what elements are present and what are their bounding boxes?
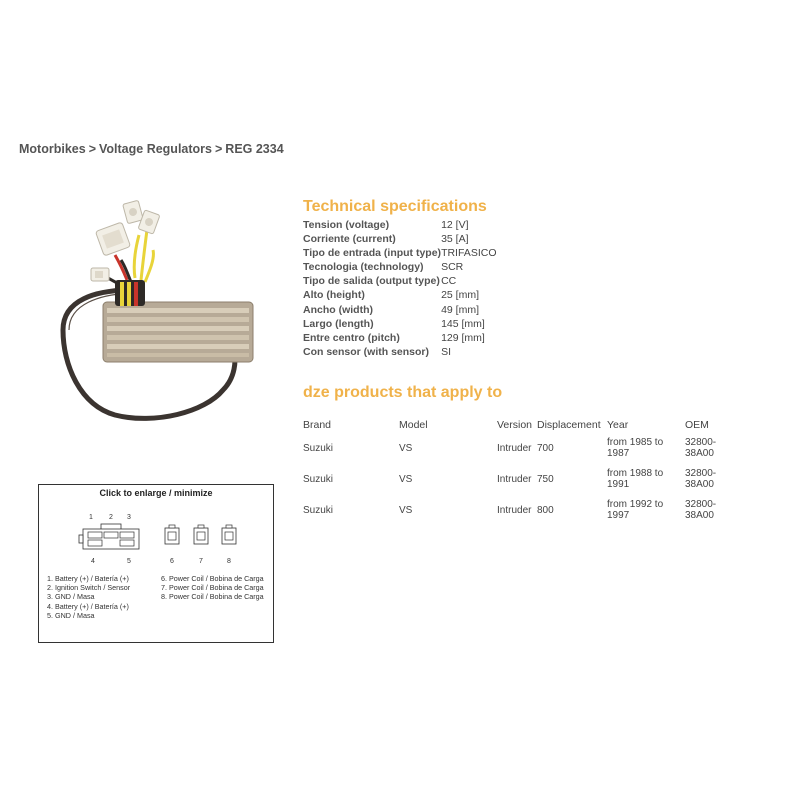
spec-label: Corriente (current)	[303, 233, 396, 246]
pin-legend-item: 6. Power Coil / Bobina de Carga	[161, 574, 264, 583]
yellow-wire	[120, 282, 124, 306]
pin-legend-right	[161, 574, 264, 602]
spec-label: Alto (height)	[303, 289, 365, 302]
yellow-wire	[134, 235, 139, 278]
spec-value: 49 [mm]	[441, 303, 479, 316]
pin-legend-item: 5. GND / Masa	[47, 610, 95, 620]
apply-table	[303, 419, 725, 530]
single-connector-6	[165, 525, 179, 544]
breadcrumb	[19, 142, 284, 156]
table-row	[303, 437, 725, 468]
cell-model: VS	[399, 443, 413, 454]
cell-brand: Suzuki	[303, 505, 334, 516]
specs-table	[303, 218, 497, 359]
apply-header-row	[303, 419, 725, 437]
pin-label: 5	[127, 558, 131, 565]
single-connector-8	[222, 525, 236, 544]
spec-row	[303, 232, 497, 246]
spec-value: 12 [V]	[441, 219, 469, 231]
main-connector	[79, 524, 139, 549]
single-connector-7	[194, 525, 208, 544]
pin-legend-item: 8. Power Coil / Bobina de Carga	[161, 592, 264, 602]
connector-pinout-icon	[39, 499, 273, 571]
pinout-diagram[interactable]	[38, 484, 274, 643]
header-year: Year	[607, 419, 629, 431]
multi-pin-connector	[95, 222, 130, 256]
spec-value: CC	[441, 275, 457, 288]
breadcrumb-voltage-regulators[interactable]: Voltage Regulators	[99, 142, 212, 156]
yellow-wire	[141, 230, 147, 280]
spec-row	[303, 345, 497, 359]
cell-displacement: 750	[537, 474, 554, 485]
spec-row	[303, 274, 497, 288]
spec-row	[303, 260, 497, 274]
pin-label: 6	[170, 558, 174, 565]
pin-label: 4	[91, 558, 95, 565]
header-oem: OEM	[685, 419, 709, 431]
cell-oem: 32800-38A00	[685, 499, 717, 521]
spec-value: 129 [mm]	[441, 331, 485, 344]
breadcrumb-separator: >	[214, 142, 223, 156]
cell-brand: Suzuki	[303, 443, 334, 454]
pin-legend-item: 2. Ignition Switch / Sensor	[47, 583, 131, 593]
spec-row	[303, 303, 497, 317]
spec-label: Tension (voltage)	[303, 219, 390, 231]
spec-value: 25 [mm]	[441, 289, 479, 302]
pin-legend-left	[47, 574, 130, 620]
product-image[interactable]	[55, 190, 255, 430]
red-wire	[134, 282, 138, 306]
table-row	[303, 468, 725, 499]
pin-label: 7	[199, 558, 203, 565]
cell-brand: Suzuki	[303, 474, 334, 485]
breadcrumb-separator: >	[88, 142, 96, 156]
pin-label: 1	[89, 514, 93, 521]
apply-title: dze products that apply to	[303, 384, 503, 401]
specs-title: Technical specifications	[303, 198, 487, 215]
cell-year: from 1992 to 1997	[607, 499, 664, 521]
pin-legend-item: 4. Battery (+) / Batería (+)	[47, 601, 129, 611]
cell-version: Intruder	[497, 505, 532, 516]
spec-label: Tipo de salida (output type)	[303, 275, 440, 288]
spec-label: Tecnologia (technology)	[303, 261, 424, 274]
breadcrumb-current: REG 2334	[225, 142, 284, 156]
single-connector	[91, 268, 109, 281]
spec-row	[303, 331, 497, 345]
header-displacement: Displacement	[537, 419, 601, 431]
spec-value: 145 [mm]	[441, 317, 485, 330]
header-brand: Brand	[303, 419, 332, 431]
pin-label: 8	[227, 558, 231, 565]
spec-label: Tipo de entrada (input type)	[303, 247, 442, 260]
single-connector	[123, 200, 144, 223]
cell-oem: 32800-38A00	[685, 468, 717, 490]
header-version: Version	[497, 419, 533, 431]
spec-value: SCR	[441, 261, 464, 274]
regulator-body	[103, 302, 253, 362]
table-row	[303, 499, 725, 530]
yellow-wire	[127, 282, 131, 306]
breadcrumb-motorbikes[interactable]: Motorbikes	[19, 142, 86, 156]
spec-label: Ancho (width)	[303, 303, 373, 316]
spec-label: Con sensor (with sensor)	[303, 345, 430, 358]
spec-value: SI	[441, 345, 451, 358]
cell-model: VS	[399, 505, 413, 516]
cell-oem: 32800-38A00	[685, 437, 717, 459]
spec-row	[303, 218, 497, 232]
spec-value: TRIFASICO	[441, 247, 497, 260]
spec-label: Largo (length)	[303, 317, 374, 330]
pin-legend-item: 3. GND / Masa	[47, 592, 95, 602]
pin-label: 3	[127, 514, 131, 521]
cell-version: Intruder	[497, 443, 532, 454]
pin-legend-item: 7. Power Coil / Bobina de Carga	[161, 583, 264, 593]
cell-year: from 1985 to 1987	[607, 437, 664, 459]
pin-label: 2	[109, 514, 113, 521]
cell-year: from 1988 to 1991	[607, 468, 664, 490]
spec-row	[303, 317, 497, 331]
spec-row	[303, 288, 497, 302]
cell-displacement: 800	[537, 505, 554, 516]
spec-value: 35 [A]	[441, 233, 469, 246]
spec-label: Entre centro (pitch)	[303, 331, 400, 344]
yellow-wire	[145, 250, 153, 282]
cell-displacement: 700	[537, 443, 554, 454]
diagram-caption[interactable]: Click to enlarge / minimize	[99, 488, 213, 498]
cell-version: Intruder	[497, 474, 532, 485]
spec-row	[303, 246, 497, 260]
header-model: Model	[399, 419, 428, 431]
cell-model: VS	[399, 474, 413, 485]
pin-legend-item: 1. Battery (+) / Batería (+)	[47, 574, 129, 583]
